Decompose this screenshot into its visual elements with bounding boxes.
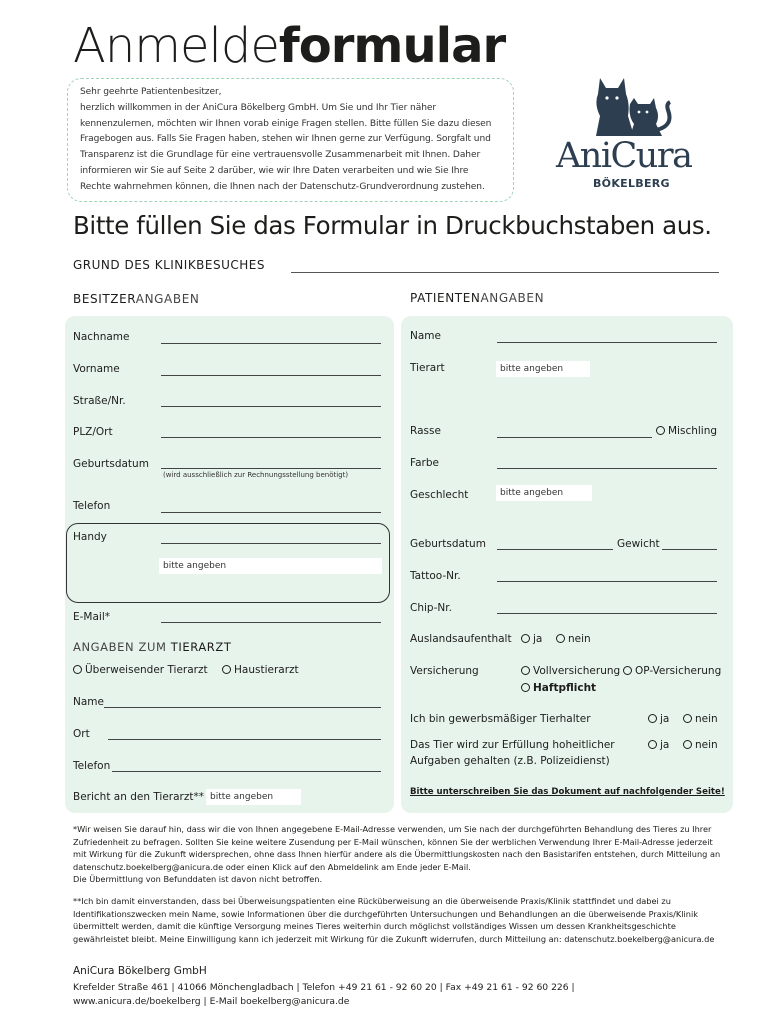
breed-label: Rasse [410,425,441,437]
sex-label: Geschlecht [410,489,469,501]
radio-icon[interactable] [556,634,565,643]
house-vet-option[interactable] [222,664,299,676]
radio-icon[interactable] [683,714,692,723]
owner-heading-bold: BESITZER [73,292,136,306]
radio-icon[interactable] [521,634,530,643]
intro-box [67,78,514,202]
vet-heading-bold: TIERARZT [170,640,232,654]
patient-birthdate-label: Geburtsdatum [410,538,486,550]
title-bold: formular [278,18,506,74]
sovereign-label-2: Aufgaben gehalten (z.B. Polizeidienst) [410,755,610,767]
vorname-input[interactable] [161,375,381,376]
radio-icon[interactable] [648,740,657,749]
patient-heading-bold: PATIENTEN [410,291,481,305]
cat-logo-icon [590,74,676,138]
intro-text: herzlich willkommen in der AniCura Bökelberg GmbH. Um Sie und Ihr Tier näher kennenzulernen, möchten wir Ihnen vorab einige Fragen stellen. Bitte füllen Sie dazu diesen Fragebogen aus. Falls Sie Fragen haben, stehen wir Ihnen gerne zur Verfügung. Sorgfalt und Transparenz ist die Grundlage für eine vertrauensvolle Zusammenarbeit mit Ihnen. Daher informieren wir Sie auf Seite 2 darüber, wie wir Ihre Daten verarbeiten und wie Sie Ihre Rechte wahrnehmen können, die Ihnen nach der Datenschutz-Grundverordnung zustehen. [80,102,492,192]
referring-vet-text: Überweisender Tierarzt [85,664,208,676]
sex-dropdown[interactable]: bitte angeben [496,485,592,501]
radio-icon[interactable] [222,665,231,674]
strasse-label: Straße/Nr. [73,395,126,407]
nachname-input[interactable] [161,343,381,344]
logo-wordmark: AniCura [556,136,692,176]
intro-salutation: Sehr geehrte Patientenbesitzer, [80,87,222,97]
commercial-keeper-label: Ich bin gewerbsmäßiger Tierhalter [410,713,591,725]
owner-birthdate-label: Geburtsdatum [73,458,149,470]
color-label: Farbe [410,457,439,469]
email-input[interactable] [161,622,381,623]
page-title [73,18,505,74]
op-insurance-text: OP-Versicherung [635,665,722,677]
abroad-no-text: nein [568,633,591,645]
owner-heading [73,292,199,306]
commercial-yes-option[interactable] [648,713,669,725]
op-insurance-option[interactable] [623,665,721,677]
visit-reason-label: GRUND DES KLINIKBESUCHES [73,258,265,272]
instruction-headline: Bitte füllen Sie das Formular in Druckbuchstaben aus. [73,211,712,240]
title-light: Anmelde [73,18,279,74]
radio-icon[interactable] [521,683,530,692]
footnote-email [73,823,728,886]
liability-text: Haftpflicht [533,682,597,694]
abroad-yes-text: ja [533,633,543,645]
vet-phone-input[interactable] [112,771,381,772]
patient-name-label: Name [410,330,441,342]
footnote-email-text-2: Die Übermittlung von Befunddaten ist davon nicht betroffen. [73,874,323,885]
house-vet-text: Haustierarzt [234,664,299,676]
sovereign-no-option[interactable] [683,739,718,751]
tattoo-label: Tattoo-Nr. [410,570,461,582]
sovereign-label-1: Das Tier wird zur Erfüllung hoheitlicher [410,739,615,751]
vet-report-dropdown[interactable]: bitte angeben [206,789,301,805]
radio-icon[interactable] [656,426,665,435]
vet-report-label: Bericht an den Tierarzt** [73,791,204,803]
chip-label: Chip-Nr. [410,602,452,614]
handy-label: Handy [73,531,107,543]
referring-vet-option[interactable] [73,664,208,676]
vet-name-input[interactable] [104,707,381,708]
sign-note: Bitte unterschreiben Sie das Dokument auf nachfolgender Seite! [410,787,725,797]
vet-ort-label: Ort [73,728,90,740]
logo-location: BÖKELBERG [593,177,670,190]
full-insurance-option[interactable] [521,665,620,677]
commercial-yes-text: ja [660,713,670,725]
radio-icon[interactable] [521,666,530,675]
radio-icon[interactable] [73,665,82,674]
abroad-no-option[interactable] [556,633,591,645]
weight-input[interactable] [662,549,717,550]
species-label: Tierart [410,362,445,374]
strasse-input[interactable] [161,406,381,407]
patient-name-input[interactable] [497,342,717,343]
visit-reason-input[interactable] [291,272,719,273]
vet-heading [73,640,232,654]
vet-phone-label: Telefon [73,760,111,772]
abroad-yes-option[interactable] [521,633,542,645]
color-input[interactable] [497,468,717,469]
address-line-2: www.anicura.de/boekelberg | E-Mail boekelberg@anicura.de [73,996,350,1007]
radio-icon[interactable] [648,714,657,723]
radio-icon[interactable] [683,740,692,749]
sovereign-yes-text: ja [660,739,670,751]
handy-dropdown[interactable]: bitte angeben [159,558,382,574]
plz-label: PLZ/Ort [73,426,113,438]
commercial-no-text: nein [695,713,718,725]
address-line-1: Krefelder Straße 461 | 41066 Mönchengladbach | Telefon +49 21 61 - 92 60 20 | Fax +49 21 61 - 92 60 226 | [73,982,575,993]
owner-phone-label: Telefon [73,500,111,512]
sovereign-no-text: nein [695,739,718,751]
chip-input[interactable] [497,613,717,614]
mixed-breed-text: Mischling [668,425,718,437]
weight-label: Gewicht [617,538,660,550]
vet-ort-input[interactable] [108,739,381,740]
owner-phone-input[interactable] [161,512,381,513]
mixed-breed-option[interactable] [656,425,717,437]
tattoo-input[interactable] [497,581,717,582]
company-address [73,981,575,1009]
email-label: E-Mail* [73,611,111,623]
breed-input[interactable] [497,437,652,438]
radio-icon[interactable] [623,666,632,675]
birthdate-note: (wird ausschließlich zur Rechnungsstellung benötigt) [163,471,349,479]
vet-heading-light: ANGABEN ZUM [73,640,171,654]
plz-input[interactable] [161,437,381,438]
vorname-label: Vorname [73,363,120,375]
liability-option[interactable] [521,682,596,694]
company-name: AniCura Bökelberg GmbH [73,965,207,977]
commercial-no-option[interactable] [683,713,718,725]
patient-birthdate-input[interactable] [497,549,613,550]
species-dropdown[interactable]: bitte angeben [496,361,590,377]
nachname-label: Nachname [73,331,130,343]
footnote-referral: **Ich bin damit einverstanden, dass bei Überweisungspatienten eine Rücküberweisung an die überweisende Praxis/Klinik stattfindet und dabei zu Identifikationszwecken mein Name, sowie Informationen über die durchgeführten Untersuchungen und Behandlungen an die überweisende Praxis/Klinik übermittelt werden, damit die künftige Versorgung meines Tieres weiterhin durch möglichst vollständiges Wissen um dessen Krankheitsgeschichte gewährleistet bleibt. Meine Einwilligung kann ich jederzeit mit Wirkung für die Zukunft widerrufen, durch Mitteilung an: datenschutz.boekelberg@anicura.de [73,896,715,944]
patient-heading-light: ANGABEN [480,291,545,305]
handy-input[interactable] [161,543,381,544]
vet-name-label: Name [73,696,104,708]
patient-heading [410,291,544,305]
full-insurance-text: Vollversicherung [533,665,621,677]
footnote-email-text: *Wir weisen Sie darauf hin, dass wir die von Ihnen angegebene E-Mail-Adresse verwenden, um Sie nach der durchgeführten Behandlung des Tieres zu Ihrer Zufriedenheit zu befragen. Sollten Sie keine weitere Zusendung per E-Mail wünschen, können Sie der werblichen Verwendung Ihrer E-Mail-Adresse jederzeit mit Wirkung für die Zukunft widersprechen, ohne dass Ihnen hierfür andere als die Übermittlungskosten nach den Basistarifen entstehen, durch Mitteilung an datenschutz.boekelberg@anicura.de oder einen Klick auf den Abmeldelink am Ende jeder E-Mail. [73,824,721,872]
insurance-label: Versicherung [410,665,479,677]
abroad-label: Auslandsaufenthalt [410,633,512,645]
owner-heading-light: ANGABEN [135,292,200,306]
sovereign-yes-option[interactable] [648,739,669,751]
owner-birthdate-input[interactable] [161,468,381,469]
